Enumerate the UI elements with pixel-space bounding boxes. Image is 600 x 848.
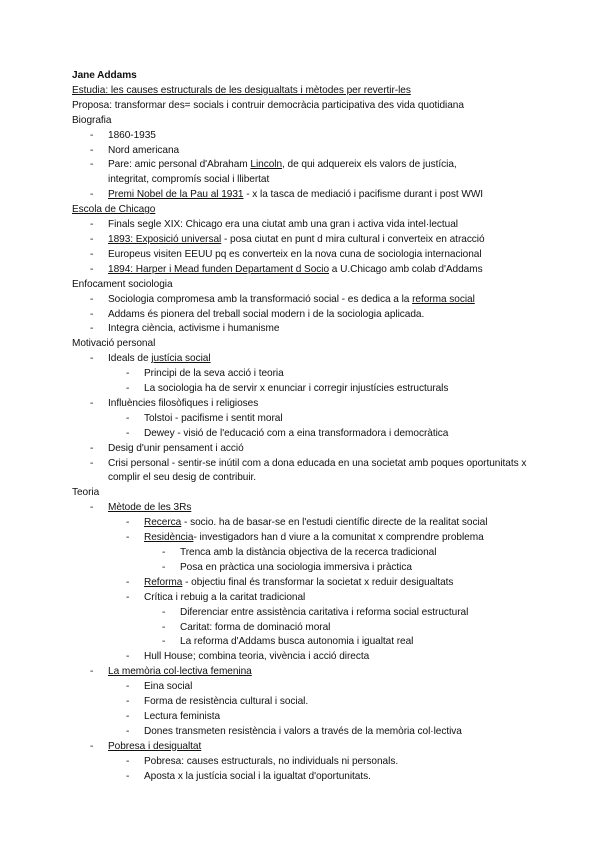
list-item: - 1860-1935	[72, 129, 542, 144]
section-heading-biografia: Biografia	[72, 114, 112, 126]
bullet-dash: -	[162, 621, 166, 633]
list-item: - Recerca - socio. ha de basar-se en l'estudi científic directe de la realitat social	[72, 516, 542, 531]
list-item: - Addams és pionera del treball social modern i de la sociologia aplicada.	[72, 308, 542, 323]
list-item: - La reforma d'Addams busca autonomia i igualtat real	[72, 635, 542, 650]
bullet-dash: -	[126, 725, 130, 737]
link-memoria-collectiva[interactable]: La memòria col·lectiva femenina	[108, 666, 252, 678]
list-item: - Finals segle XIX: Chicago era una ciutat amb una gran i activa vida intel·lectual	[72, 218, 542, 233]
link-reforma[interactable]: Reforma	[144, 576, 183, 588]
list-item: - Lectura feminista	[72, 710, 542, 725]
bullet-dash: -	[126, 770, 130, 782]
bullet-dash: -	[90, 263, 94, 275]
link-lincoln[interactable]: Lincoln	[250, 159, 283, 171]
bullet-dash: -	[126, 651, 130, 663]
link-harper-mead[interactable]: 1894: Harper i Mead funden Departament d Socio	[108, 263, 330, 275]
list-item: - 1894: Harper i Mead funden Departament d Socio a U.Chicago amb colab d'Addams	[72, 263, 542, 278]
list-item: - Premi Nobel de la Pau al 1931 - x la tasca de mediació i pacifisme durant i post WWI	[72, 188, 542, 203]
list-item: - Posa en pràctica una sociologia immersiva i pràctica	[72, 561, 542, 576]
list-item: - Sociologia compromesa amb la transformació social - es dedica a la reforma social	[72, 293, 542, 308]
section-heading-enfocament: Enfocament sociologia	[72, 278, 173, 290]
bullet-dash: -	[126, 591, 130, 603]
list-item: - Tolstoi - pacifisme i sentit moral	[72, 412, 542, 427]
bullet-dash: -	[162, 561, 166, 573]
list-item: - Dewey - visió de l'educació com a eina transformadora i democràtica	[72, 427, 542, 442]
bullet-dash: -	[126, 576, 130, 588]
proposa-line: Proposa: transformar des= socials i contruir democràcia participativa des vida quotidiana	[72, 99, 464, 111]
bullet-dash: -	[162, 606, 166, 618]
list-item: - Diferenciar entre assistència caritativa i reforma social estructural	[72, 606, 542, 621]
list-item: - Crítica i rebuig a la caritat tradicional	[72, 591, 542, 606]
list-item: - Residència- investigadors han d viure a la comunitat x comprendre problema	[72, 531, 542, 546]
section-heading-escola: Escola de Chicago	[72, 204, 156, 216]
bullet-dash: -	[126, 427, 130, 439]
list-item: - Dones transmeten resistència i valors a través de la memòria col·lectiva	[72, 725, 542, 740]
list-item: - Principi de la seva acció i teoria	[72, 367, 542, 382]
list-item: - La sociologia ha de servir x enunciar i corregir injustícies estructurals	[72, 382, 542, 397]
link-metode-3rs[interactable]: Mètode de les 3Rs	[108, 502, 192, 514]
bullet-dash: -	[90, 397, 94, 409]
link-pobresa[interactable]: Pobresa i desigualtat	[108, 740, 202, 752]
list-item: - Ideals de justícia social	[72, 352, 542, 367]
list-item: - Integra ciència, activisme i humanisme	[72, 322, 542, 337]
list-item: - Forma de resistència cultural i social.	[72, 695, 542, 710]
list-item: - Pare: amic personal d'Abraham Lincoln, de qui adquereix els valors de justícia, integritat, compromís social i llibertat	[90, 159, 457, 186]
list-item: - Caritat: forma de dominació moral	[72, 621, 542, 636]
link-premi-nobel[interactable]: Premi Nobel de la Pau al 1931	[108, 189, 244, 201]
bullet-dash: -	[126, 383, 130, 395]
bullet-dash: -	[126, 532, 130, 544]
bullet-dash: -	[90, 159, 94, 171]
section-heading-motivacio: Motivació personal	[72, 338, 156, 350]
bullet-dash: -	[90, 189, 94, 201]
link-residencia[interactable]: Residència	[144, 532, 194, 544]
bullet-dash: -	[90, 248, 94, 260]
bullet-dash: -	[90, 144, 94, 156]
list-item: - Crisi personal - sentir-se inútil com a dona educada en una societat amb poques oportunitats x complir el seu desig de contribuir.	[90, 457, 527, 484]
bullet-dash: -	[126, 755, 130, 767]
bullet-dash: -	[90, 502, 94, 514]
list-item: - Trenca amb la distància objectiva de la recerca tradicional	[72, 546, 542, 561]
list-item: - Desig d'unir pensament i acció	[72, 442, 542, 457]
bullet-dash: -	[90, 323, 94, 335]
bullet-dash: -	[162, 636, 166, 648]
bullet-dash: -	[90, 293, 94, 305]
list-item: - Influències filosòfiques i religioses	[72, 397, 542, 412]
bullet-dash: -	[90, 442, 94, 454]
bullet-dash: -	[90, 740, 94, 752]
link-recerca[interactable]: Recerca	[144, 517, 182, 529]
list-item: - Reforma - objectiu final és transformar la societat x reduir desigualtats	[72, 576, 542, 591]
list-item: - 1893: Exposició universal - posa ciutat en punt d mira cultural i converteix en atracció	[72, 233, 542, 248]
list-item	[72, 740, 542, 755]
bullet-dash: -	[126, 368, 130, 380]
list-item	[72, 501, 542, 516]
list-item: - Aposta x la justícia social i la igualtat d'oportunitats.	[72, 770, 542, 785]
link-justicia-social[interactable]: justícia social	[151, 353, 211, 365]
list-item: - Pobresa: causes estructurals, no individuals ni personals.	[72, 755, 542, 770]
bullet-dash: -	[126, 517, 130, 529]
bullet-dash: -	[126, 710, 130, 722]
link-reforma-social[interactable]: reforma social	[412, 293, 475, 305]
document-title: Jane Addams	[72, 70, 137, 81]
link-exposicio[interactable]: 1893: Exposició universal	[108, 233, 222, 245]
bullet-dash: -	[126, 412, 130, 424]
bullet-dash: -	[126, 681, 130, 693]
list-item: - Eina social	[72, 680, 542, 695]
bullet-dash: -	[126, 696, 130, 708]
bullet-dash: -	[162, 547, 166, 558]
bullet-dash: -	[90, 353, 94, 365]
bullet-dash: -	[90, 457, 94, 469]
list-item: - Hull House; combina teoria, vivència i acció directa	[72, 650, 542, 665]
section-heading-teoria: Teoria	[72, 487, 100, 499]
list-item	[72, 665, 542, 680]
subtitle-estudia: Estudia: les causes estructurals de les desigualtats i mètodes per revertir-les	[72, 84, 411, 96]
list-item: - Nord americana	[72, 144, 542, 159]
bullet-dash: -	[90, 219, 94, 231]
bullet-dash: -	[90, 308, 94, 320]
list-item: - Europeus visiten EEUU pq es converteix en la nova cuna de sociologia internacional	[72, 248, 542, 263]
bullet-dash: -	[90, 666, 94, 678]
bullet-dash: -	[90, 129, 94, 141]
bullet-dash: -	[90, 233, 94, 245]
document-page	[72, 69, 542, 785]
